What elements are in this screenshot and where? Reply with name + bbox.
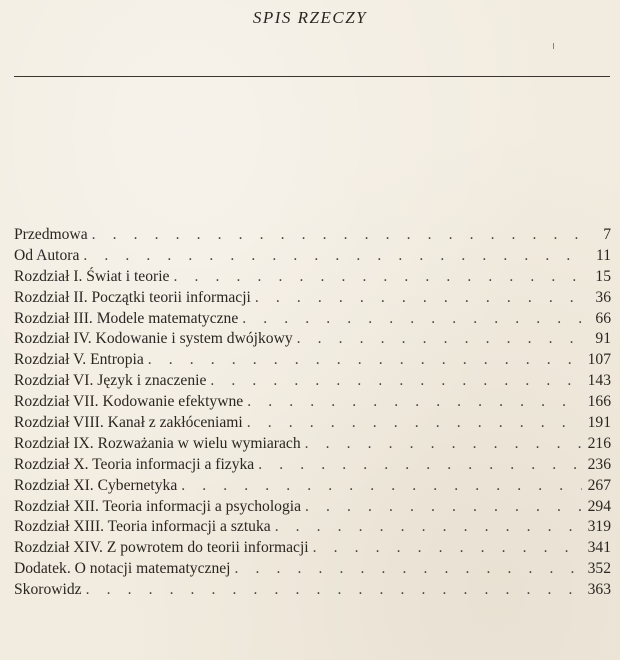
toc-entry-page-number: 341 bbox=[587, 539, 611, 557]
toc-entry bbox=[14, 518, 611, 539]
page-title: SPIS RZECZY bbox=[252, 8, 368, 27]
toc-entry-title: Rozdział XI. Cybernetyka bbox=[14, 476, 178, 494]
dot-leader bbox=[255, 289, 582, 307]
dot-leader bbox=[247, 393, 582, 411]
dot-leader bbox=[210, 372, 582, 390]
toc-entry bbox=[14, 560, 611, 581]
toc-entry-page-number: 15 bbox=[595, 267, 611, 285]
dot-leader bbox=[92, 226, 582, 244]
dot-leader bbox=[305, 435, 582, 453]
toc-entry-page-number: 107 bbox=[587, 351, 611, 369]
toc-entry-page-number: 319 bbox=[587, 518, 611, 536]
toc-entry-title: Rozdział VIII. Kanał z zakłóceniami bbox=[14, 414, 243, 432]
toc-entry-title: Rozdział III. Modele matematyczne bbox=[14, 309, 239, 327]
toc-entry-title: Dodatek. O notacji matematycznej bbox=[14, 560, 231, 578]
toc-entry-title: Rozdział VI. Język i znaczenie bbox=[14, 372, 207, 390]
toc-entry-page-number: 36 bbox=[595, 288, 611, 306]
toc-entry-page-number: 143 bbox=[587, 372, 611, 390]
toc-entry-page-number: 7 bbox=[603, 226, 611, 243]
toc-entry-page-number: 66 bbox=[595, 309, 611, 327]
toc-entry bbox=[14, 372, 611, 393]
dot-leader bbox=[313, 539, 582, 557]
dot-leader bbox=[83, 247, 582, 265]
toc-entry bbox=[14, 477, 611, 498]
toc-entry bbox=[14, 289, 611, 310]
toc-entry-title: Rozdział V. Entropia bbox=[14, 351, 144, 369]
toc-entry-title: Rozdział XIV. Z powrotem do teorii informacji bbox=[14, 539, 309, 557]
toc-entry bbox=[14, 247, 611, 268]
dot-leader bbox=[297, 330, 582, 348]
toc-entry-title: Od Autora bbox=[14, 246, 80, 264]
toc-entry-title: Przedmowa bbox=[14, 226, 88, 243]
paper-speck bbox=[553, 43, 554, 49]
toc-entry bbox=[14, 330, 611, 351]
toc-entry-title: Skorowidz bbox=[14, 581, 82, 599]
dot-leader bbox=[235, 560, 583, 578]
toc-entry-title: Rozdział IV. Kodowanie i system dwójkowy bbox=[14, 330, 293, 348]
toc-entry-page-number: 352 bbox=[587, 560, 611, 578]
toc-entry bbox=[14, 435, 611, 456]
toc-entry bbox=[14, 539, 611, 560]
toc-entry-page-number: 363 bbox=[587, 581, 611, 599]
toc-entry-page-number: 267 bbox=[587, 476, 611, 494]
dot-leader bbox=[247, 414, 582, 432]
toc-entry-page-number: 91 bbox=[595, 330, 611, 348]
dot-leader bbox=[173, 268, 582, 286]
toc-entry-page-number: 236 bbox=[587, 455, 611, 473]
toc-entry-title: Rozdział X. Teoria informacji a fizyka bbox=[14, 455, 255, 473]
dot-leader bbox=[258, 456, 582, 474]
toc-entry bbox=[14, 226, 611, 247]
toc-entry bbox=[14, 498, 611, 519]
toc-entry-title: Rozdział IX. Rozważania w wielu wymiarach bbox=[14, 434, 301, 452]
toc-entry-page-number: 166 bbox=[587, 393, 611, 411]
toc-entry bbox=[14, 351, 611, 372]
dot-leader bbox=[148, 351, 582, 369]
toc-entry bbox=[14, 456, 611, 477]
toc-entry-title: Rozdział VII. Kodowanie efektywne bbox=[14, 393, 244, 411]
toc-entry-page-number: 191 bbox=[587, 414, 611, 432]
toc-entry-page-number: 294 bbox=[587, 497, 611, 515]
dot-leader bbox=[242, 310, 582, 328]
toc-entry-title: Rozdział I. Świat i teorie bbox=[14, 267, 170, 285]
toc-entry bbox=[14, 414, 611, 435]
dot-leader bbox=[305, 498, 582, 516]
dot-leader bbox=[181, 477, 582, 495]
toc-entry bbox=[14, 310, 611, 331]
toc-entry bbox=[14, 393, 611, 414]
toc-entry-title: Rozdział XII. Teoria informacji a psychologia bbox=[14, 497, 302, 515]
title-rule bbox=[14, 76, 610, 77]
toc-entry bbox=[14, 581, 611, 602]
toc-entry-title: Rozdział II. Początki teorii informacji bbox=[14, 288, 251, 306]
toc-entry-title: Rozdział XIII. Teoria informacji a sztuka bbox=[14, 518, 271, 536]
toc-entry bbox=[14, 268, 611, 289]
dot-leader bbox=[86, 581, 582, 599]
dot-leader bbox=[275, 518, 582, 536]
toc-entry-page-number: 216 bbox=[587, 434, 611, 452]
toc-entry-page-number: 11 bbox=[595, 246, 611, 264]
table-of-contents bbox=[14, 226, 611, 602]
